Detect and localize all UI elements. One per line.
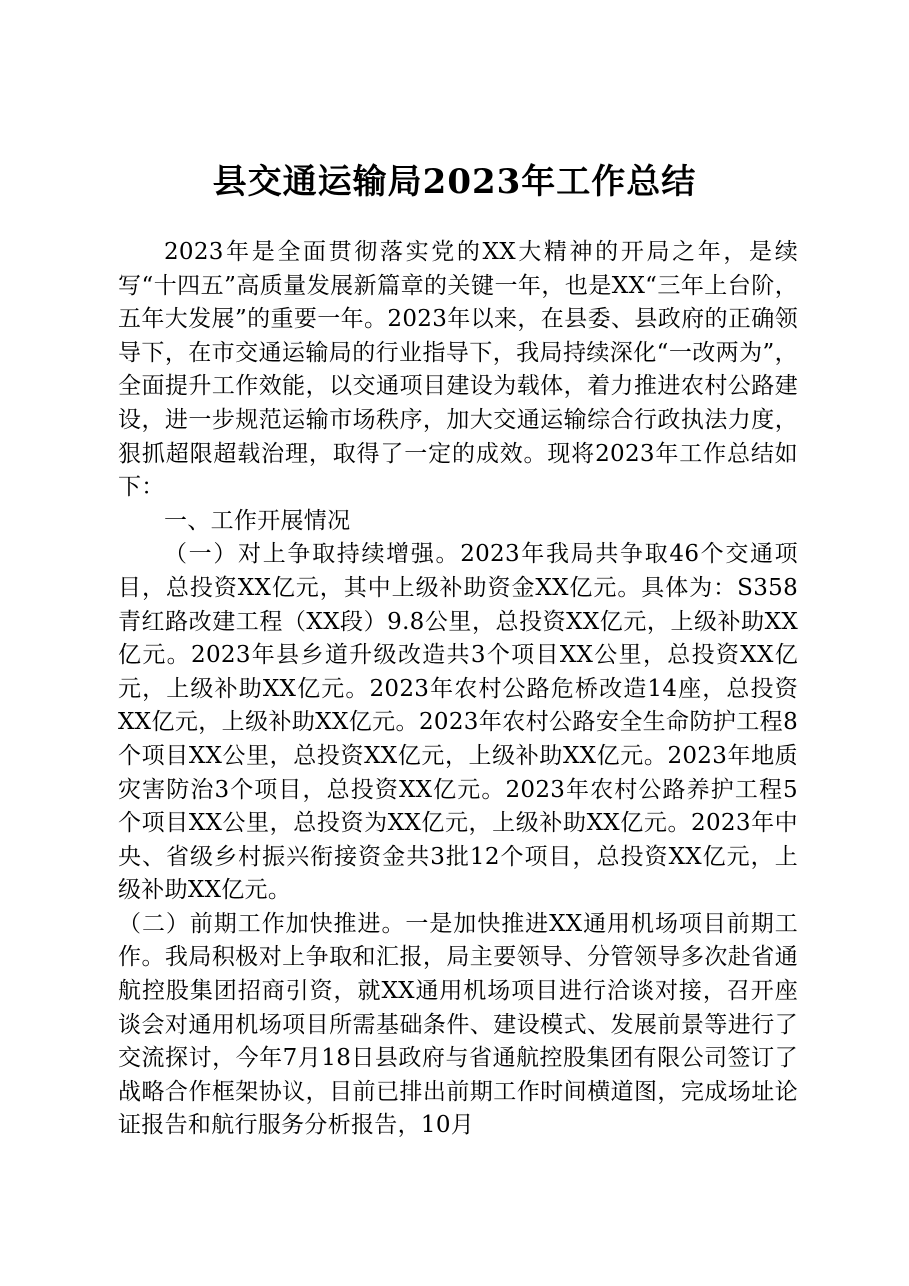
subsection-1-heading: （一）对上争取持续增强。 xyxy=(164,541,461,568)
document-body xyxy=(118,236,798,1143)
subsection-1-body: 2023年我局共争取46个交通项目，总投资XX亿元，其中上级补助资金XX亿元。具体为：S358青红路改建工程（XX段）9.8公里，总投资XX亿元，上级补助XX亿元。2023年县乡道升级改造共3个项目XX公里，总投资XX亿元，上级补助XX亿元。2023年农村公路危桥改造14座，总投资XX亿元，上级补助XX亿元。2023年农村公路安全生命防护工程8个项目XX公里，总投资XX亿元，上级补助XX亿元。2023年地质灾害防治3个项目，总投资XX亿元。2023年农村公路养护工程5个项目XX公里，总投资为XX亿元，上级补助XX亿元。2023年中央、省级乡村振兴衔接资金共3批12个项目，总投资XX亿元，上级补助XX亿元。 xyxy=(118,541,798,904)
intro-paragraph: 2023年是全面贯彻落实党的XX大精神的开局之年，是续写“十四五”高质量发展新篇章的关键一年，也是XX“三年上台阶，五年大发展”的重要一年。2023年以来，在县委、县政府的正确领导下，在市交通运输局的行业指导下，我局持续深化“一改两为”，全面提升工作效能，以交通项目建设为载体，着力推进农村公路建设，进一步规范运输市场秩序，加大交通运输综合行政执法力度，狠抓超限超载治理，取得了一定的成效。现将2023年工作总结如下： xyxy=(118,239,798,501)
section-heading: 一、工作开展情况 xyxy=(164,507,351,534)
document-title: 县交通运输局2023年工作总结 xyxy=(212,162,697,202)
subsection-2-body: 一是加快推进XX通用机场项目前期工作。我局积极对上争取和汇报，局主要领导、分管领导多次赴省通航控股集团招商引资，就XX通用机场项目进行洽谈对接，召开座谈会对通用机场项目所需基础条件、建设模式、发展前景等进行了交流探讨，今年7月18日县政府与省通航控股集团有限公司签订了战略合作框架协议，目前已排出前期工作时间横道图，完成场址论证报告和航行服务分析报告，10月 xyxy=(118,910,798,1139)
subsection-2-paragraph xyxy=(118,908,798,1143)
subsection-2-heading: （二）前期工作加快推进。 xyxy=(118,910,406,937)
subsection-1-paragraph xyxy=(118,538,798,908)
